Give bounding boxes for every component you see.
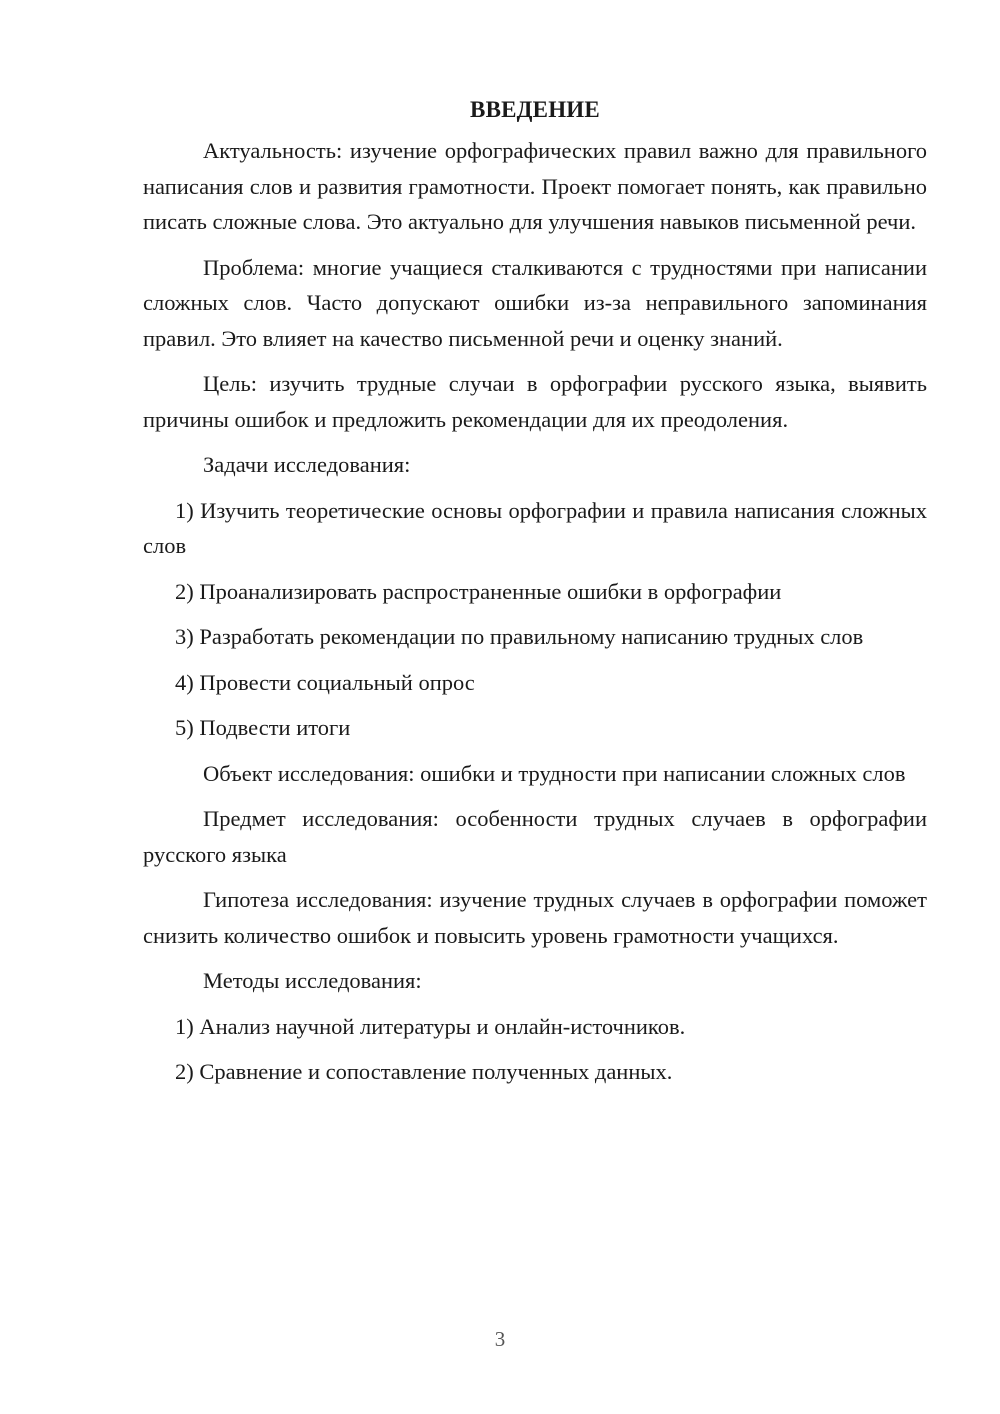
tasks-heading: Задачи исследования:	[203, 452, 411, 477]
task-item: 5) Подвести итоги	[175, 715, 351, 740]
page-number: 3	[494, 1327, 506, 1351]
task-item: 2) Проанализировать распространенные ошибки в орфографии	[175, 578, 782, 604]
task-item: 1) Изучить теоретические основы орфографии и правила написания сложных слов	[143, 497, 927, 558]
task-item: 4) Провести социальный опрос	[175, 669, 475, 695]
method-item: 1) Анализ научной литературы и онлайн-источников.	[175, 1013, 686, 1039]
page-title: ВВЕДЕНИЕ	[470, 97, 600, 122]
paragraph-problem: Проблема: многие учащиеся сталкиваются с трудностями при написании сложных слов. Часто допускают ошибки из-за неправильного запоминания правил. Это влияет на качество письменной речи и оценку знаний.	[143, 254, 927, 351]
paragraph-goal: Цель: изучить трудные случаи в орфографии русского языка, выявить причины ошибок и предложить рекомендации для их преодоления.	[143, 371, 927, 432]
paragraph-subject: Предмет исследования: особенности трудных случаев в орфографии русского языка	[143, 806, 927, 867]
paragraph-hypothesis: Гипотеза исследования: изучение трудных случаев в орфографии поможет снизить количество ошибок и повысить уровень грамотности учащихся.	[143, 887, 927, 948]
task-item: 3) Разработать рекомендации по правильному написанию трудных слов	[175, 624, 864, 649]
document-page	[143, 92, 927, 1090]
paragraph-object: Объект исследования: ошибки и трудности при написании сложных слов	[203, 760, 906, 786]
method-item: 2) Сравнение и сопоставление полученных данных.	[175, 1059, 673, 1084]
paragraph-relevance: Актуальность: изучение орфографических правил важно для правильного написания слов и развития грамотности. Проект помогает понять, как правильно писать сложные слова. Это актуально для улучшения навыков письменной речи.	[143, 138, 927, 234]
methods-heading: Методы исследования:	[203, 968, 422, 993]
